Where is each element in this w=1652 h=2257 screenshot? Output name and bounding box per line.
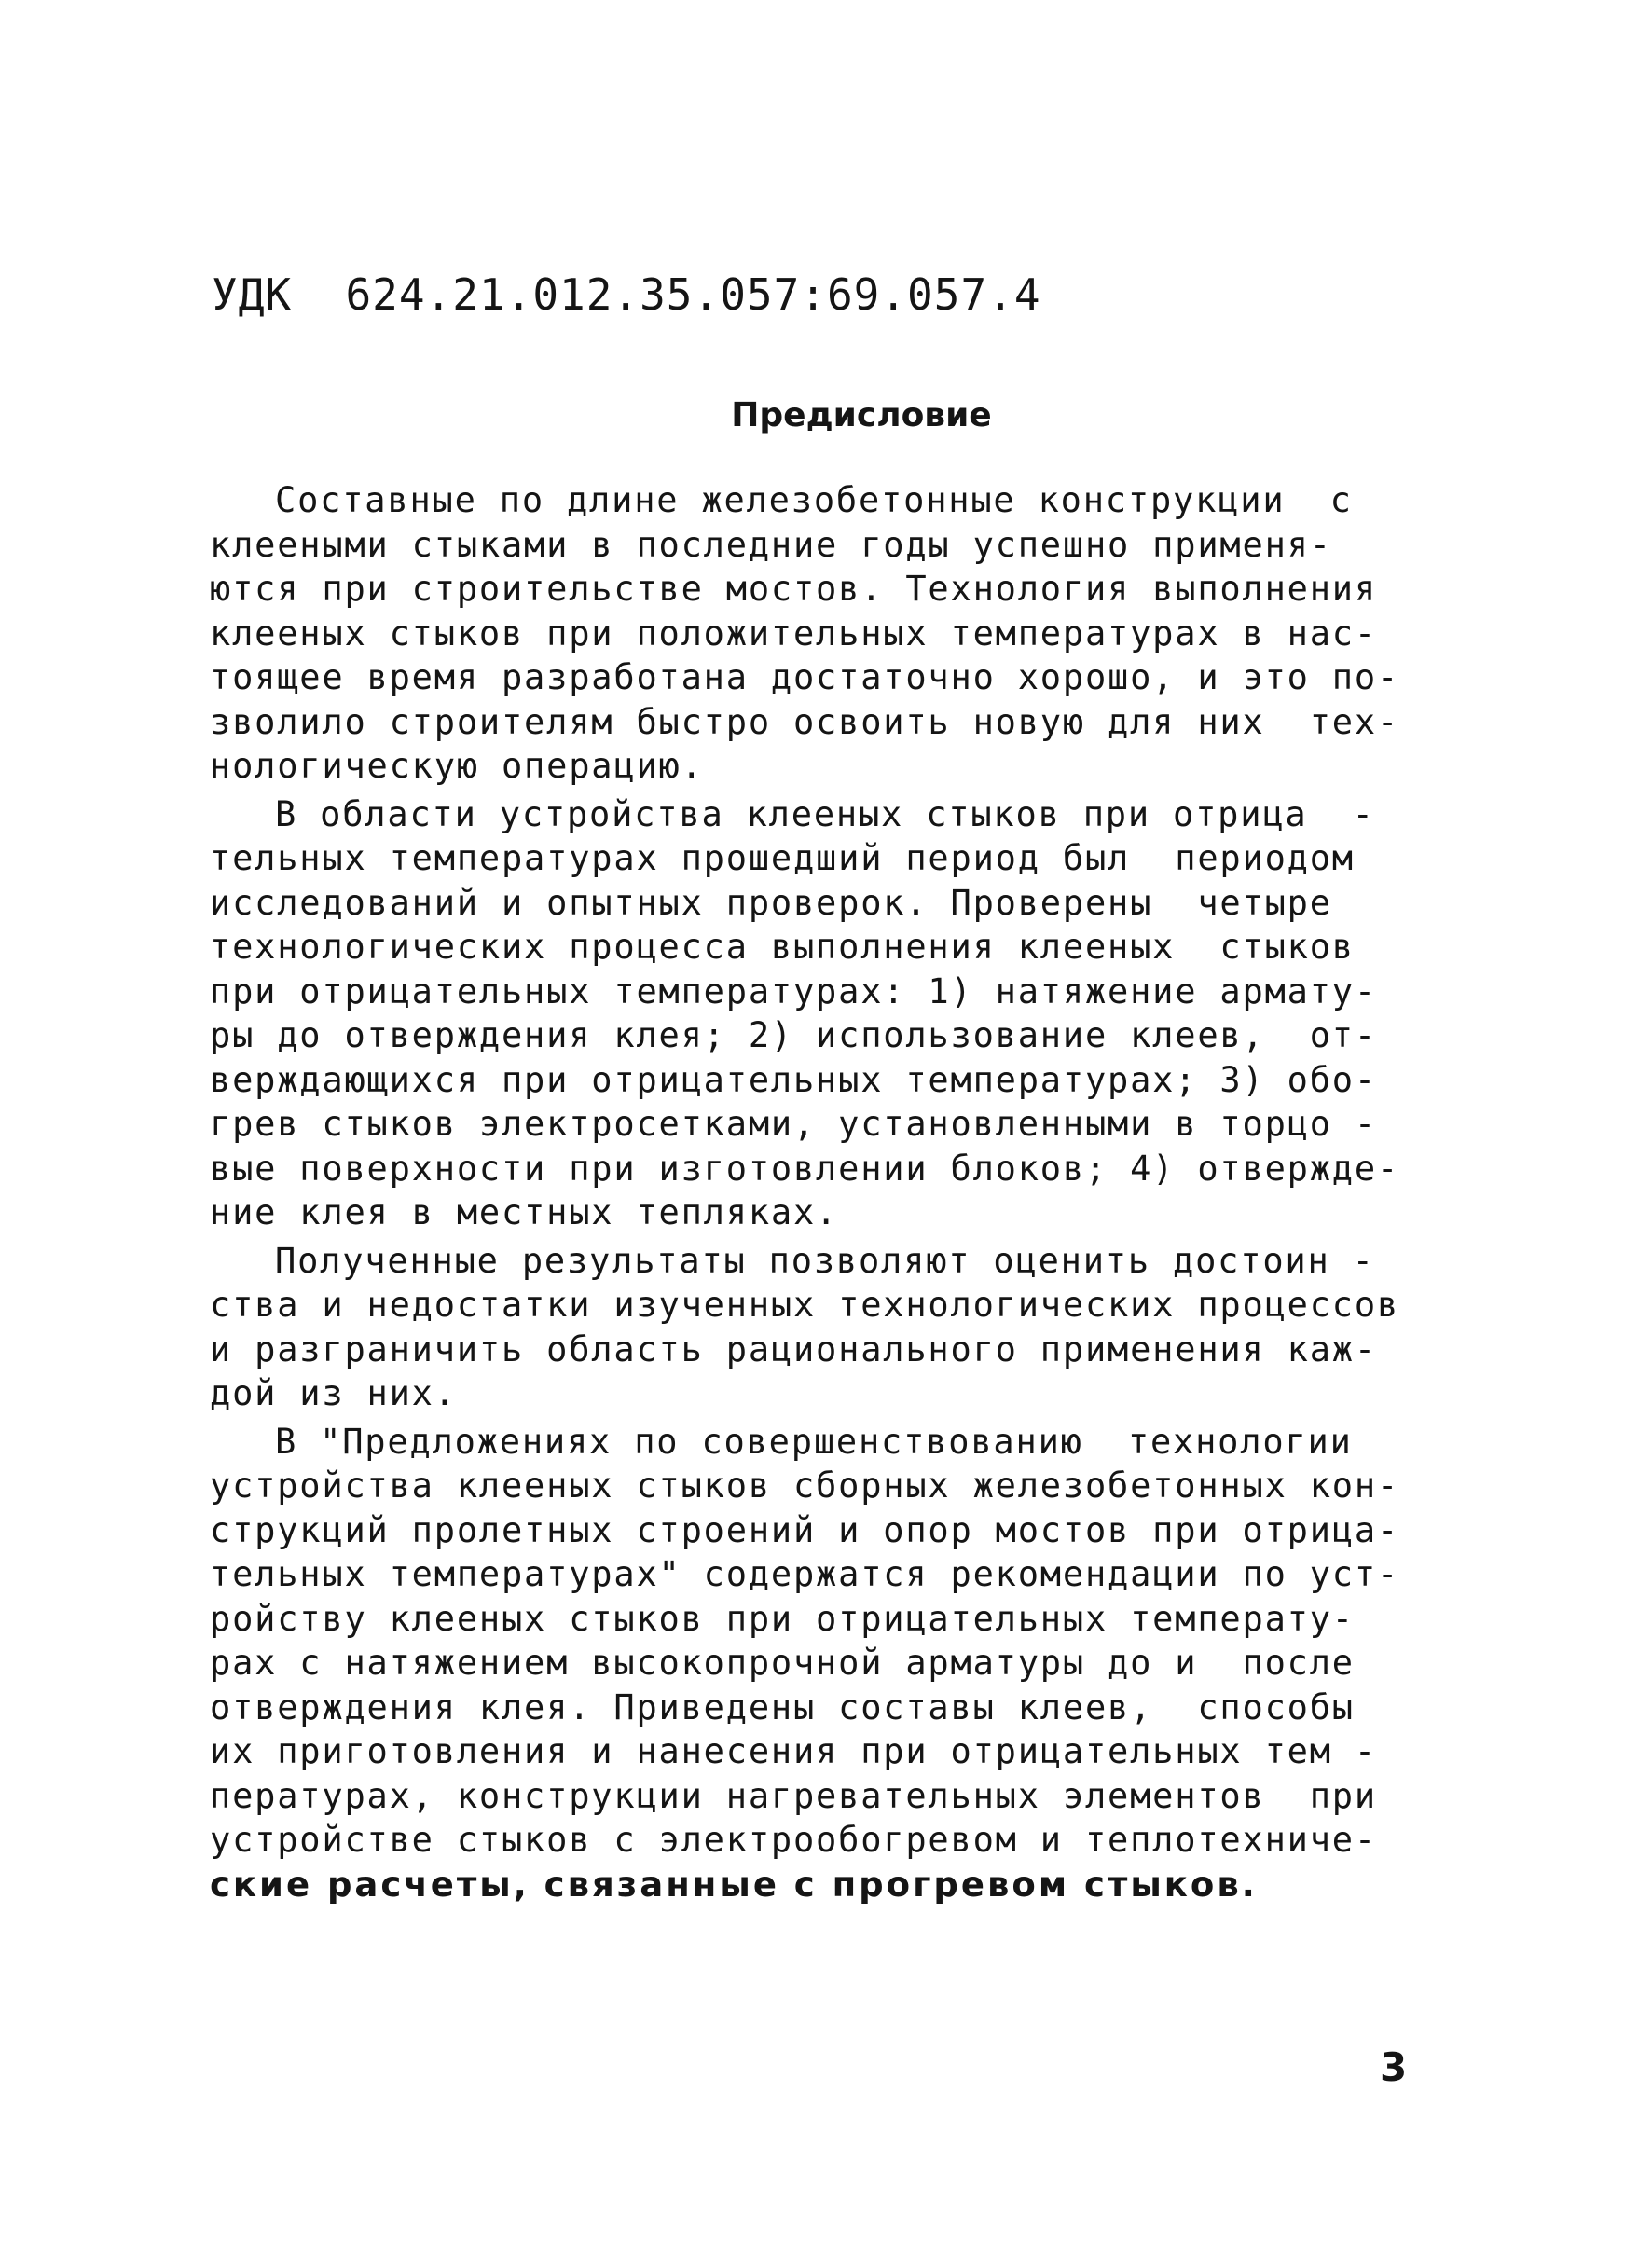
text-line: дой из них. bbox=[210, 1373, 457, 1413]
page-number: 3 bbox=[1380, 2044, 1408, 2090]
text-line: технологических процесса выполнения клееных стыков bbox=[210, 927, 1355, 967]
text-line: устройстве стыков с электрообогревом и теплотехниче- bbox=[210, 1820, 1377, 1860]
text-line: Полученные результаты позволяют оценить достоин - bbox=[275, 1240, 1375, 1281]
text-line: ства и недостатки изученных технологических процессов bbox=[210, 1285, 1400, 1325]
text-line: ются при строительстве мостов. Технология выполнения bbox=[210, 569, 1377, 609]
text-line: В области устройства клееных стыков при отрица - bbox=[275, 793, 1375, 834]
udk-code: УДК 624.21.012.35.057:69.057.4 bbox=[212, 269, 1041, 320]
text-line: Составные по длине железобетонные конструкции с bbox=[275, 480, 1353, 520]
text-line: клееными стыками в последние годы успешно применя- bbox=[210, 524, 1332, 565]
text-line: и разграничить область рационального применения каж- bbox=[210, 1328, 1377, 1369]
text-line: ройству клееных стыков при отрицательных температу- bbox=[210, 1598, 1355, 1639]
text-line: отверждения клея. Приведены составы клеев, способы bbox=[210, 1686, 1355, 1727]
text-line: устройства клееных стыков сборных железобетонных кон- bbox=[210, 1466, 1400, 1506]
text-line: ры до отверждения клея; 2) использование клеев, от- bbox=[210, 1015, 1377, 1055]
text-line: тоящее время разработана достаточно хорошо, и это по- bbox=[210, 657, 1400, 697]
text-line: вые поверхности при изготовлении блоков; 4) отвержде- bbox=[210, 1148, 1400, 1189]
text-line: верждающихся при отрицательных температурах; 3) обо- bbox=[210, 1059, 1377, 1100]
text-line-bold: ские расчеты, связанные с прогревом стыков. bbox=[210, 1864, 1258, 1905]
text-line: В "Предложениях по совершенствованию технологии bbox=[275, 1421, 1353, 1462]
text-line: нологическую операцию. bbox=[210, 746, 704, 786]
text-line: их приготовления и нанесения при отрицательных тем - bbox=[210, 1731, 1377, 1771]
preface-body bbox=[210, 478, 1459, 1906]
text-line: ние клея в местных тепляках. bbox=[210, 1192, 839, 1232]
text-line: при отрицательных температурах: 1) натяжение армату- bbox=[210, 970, 1377, 1012]
text-line: грев стыков электросетками, установленными в торцо - bbox=[210, 1104, 1377, 1144]
section-heading: Предисловие bbox=[731, 396, 992, 434]
text-line: исследований и опытных проверок. Проверены четыре bbox=[210, 882, 1332, 923]
text-line: струкций пролетных строений и опор мостов при отрица- bbox=[210, 1509, 1400, 1550]
text-line: зволило строителям быстро освоить новую для них тех- bbox=[210, 701, 1400, 742]
text-line: пературах, конструкции нагревательных элементов при bbox=[210, 1775, 1377, 1816]
text-line: тельных температурах прошедший период был периодом bbox=[210, 838, 1355, 878]
text-line: тельных температурах" содержатся рекомендации по уст- bbox=[210, 1554, 1400, 1594]
text-line: клееных стыков при положительных температурах в нас- bbox=[210, 612, 1377, 654]
text-line: рах с натяжением высокопрочной арматуры до и после bbox=[210, 1643, 1355, 1683]
